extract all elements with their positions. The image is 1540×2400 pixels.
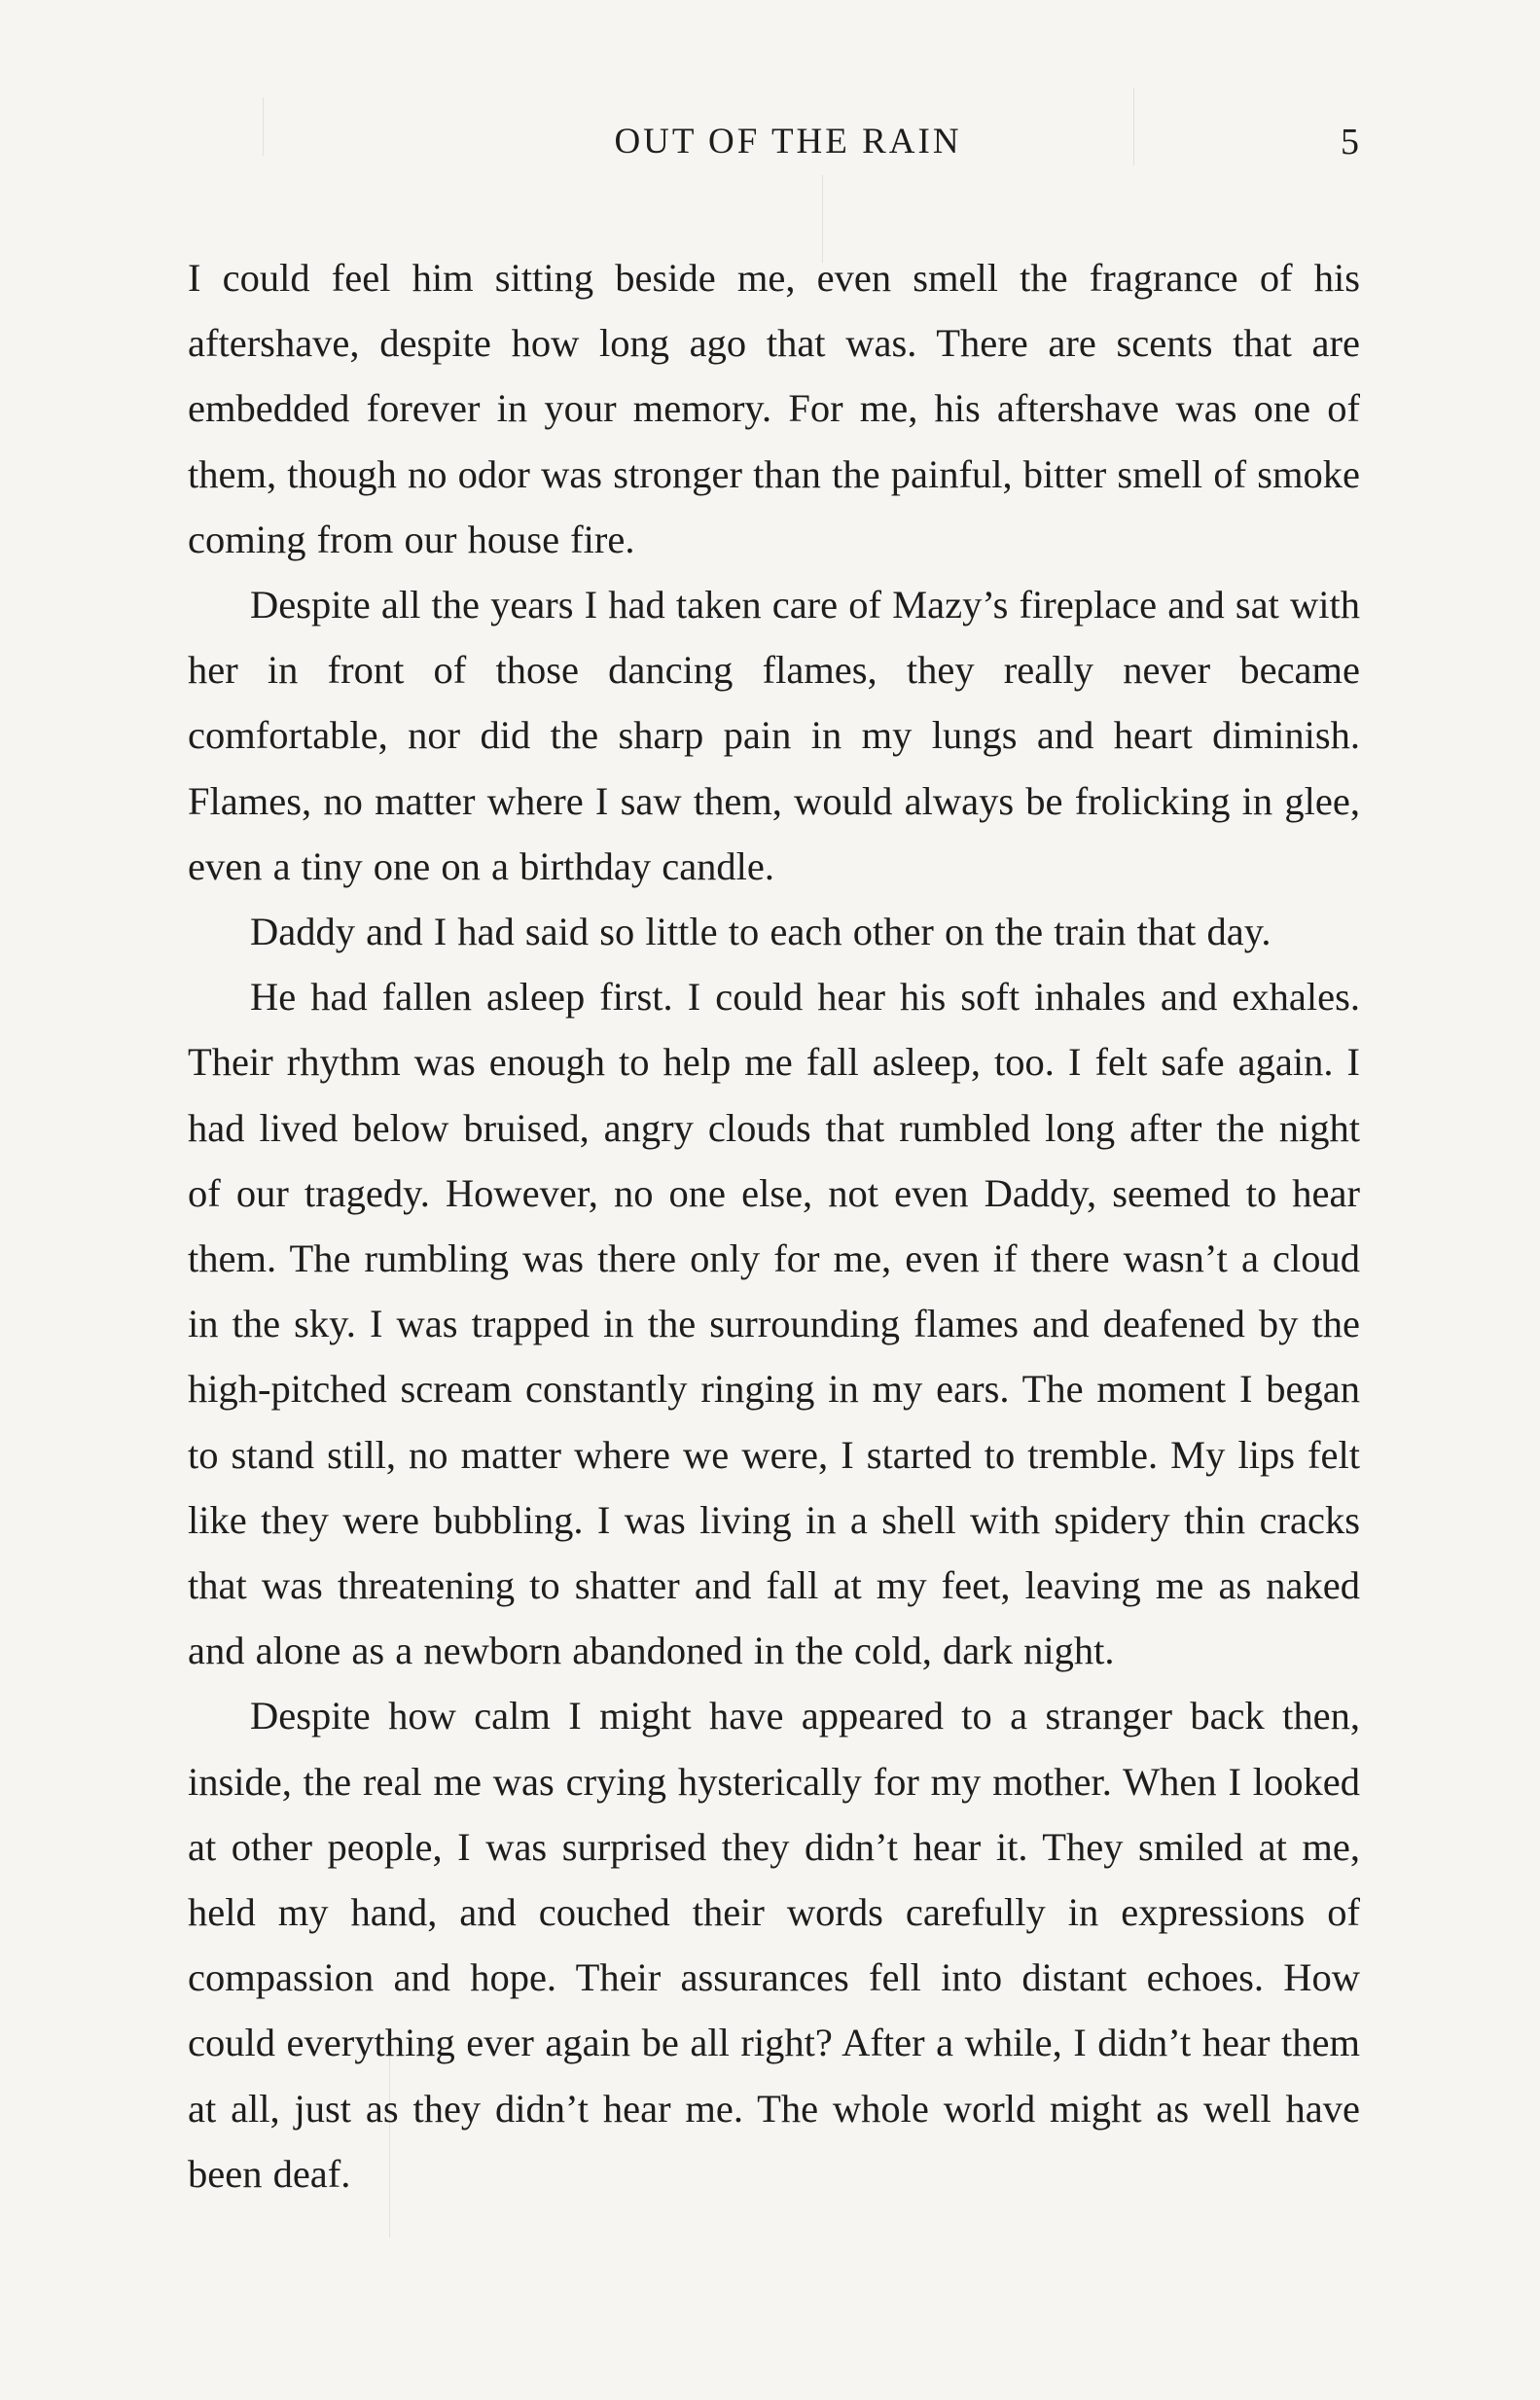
paragraph: Despite all the years I had taken care of Mazy’s fireplace and sat with her in front of those dancing flames, they really never became comfortable, nor did the sharp pain in my lungs and heart diminish. Flames, no matter where I saw them, would always be frolicking in glee, even a tiny one on a birthday candle.: [188, 583, 1360, 888]
paragraph: I could feel him sitting beside me, even smell the fragrance of his aftershave, despite how long ago that was. There are scents that are embedded forever in your memory. For me, his aftershave was one of them, though no odor was stronger than the painful, bitter smell of smoke coming from our house fire.: [188, 256, 1360, 561]
body-text: [188, 245, 1360, 2206]
paragraph: Despite how calm I might have appeared to a stranger back then, inside, the real me was crying hysterically for my mother. When I looked at other people, I was surprised they didn’t hear it. They smiled at me, held my hand, and couched their words carefully in expressions of compassion and hope. Their assurances fell into distant echoes. How could everything ever again be all right? After a while, I didn’t hear them at all, just as they didn’t hear me. The whole world might as well have been deaf.: [188, 1694, 1360, 2196]
paragraph: He had fallen asleep first. I could hear his soft inhales and exhales. Their rhythm was enough to help me fall asleep, too. I felt safe again. I had lived below bruised, angry clouds that rumbled long after the night of our tragedy. However, no one else, not even Daddy, seemed to hear them. The rumbling was there only for me, even if there wasn’t a cloud in the sky. I was trapped in the surrounding flames and deafened by the high-pitched scream constantly ringing in my ears. The moment I began to stand still, no matter where we were, I started to tremble. My lips felt like they were bubbling. I was living in a shell with spidery thin cracks that was threatening to shatter and fall at my feet, leaving me as naked and alone as a newborn abandoned in the cold, dark night.: [188, 975, 1360, 1673]
page-number: 5: [1341, 122, 1359, 162]
paragraph: Daddy and I had said so little to each other on the train that day.: [250, 910, 1271, 954]
running-title: OUT OF THE RAIN: [614, 122, 962, 161]
running-head: [0, 115, 1540, 169]
